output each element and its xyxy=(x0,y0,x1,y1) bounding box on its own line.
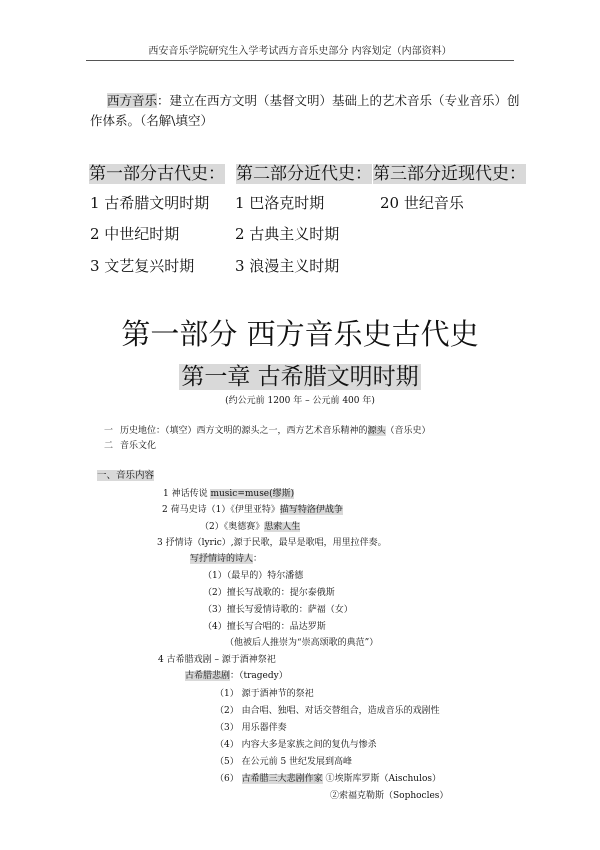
intro-line-2: 作体系。（名解\填空） xyxy=(90,113,213,128)
header-rule xyxy=(86,60,514,61)
item-drama: 4 古希腊戏剧 – 源于酒神祭祀 xyxy=(158,655,276,665)
era-classical: 2 古典主义时期 xyxy=(235,225,340,243)
era-romantic: 3 浪漫主义时期 xyxy=(235,257,340,275)
chapter-title: 第一章 古希腊文明时期 xyxy=(181,364,419,390)
item-tragedy: 古希腊悲剧：（tragedy） xyxy=(185,671,288,681)
item-myth: 1 神话传说 music=muse(缪斯) xyxy=(163,489,295,499)
outline-num-2: 二 xyxy=(104,441,114,451)
intro-definition: ：建立在西方文明（基督文明）基础上的艺术音乐（专业音乐）创 xyxy=(157,93,520,108)
era-20th-century: 20 世纪音乐 xyxy=(380,194,464,212)
era-renaissance: 3 文艺复兴时期 xyxy=(90,257,195,275)
tragedy-point-3: （3） 用乐器伴奏 xyxy=(215,723,287,733)
pindar-note: （他被后人推崇为“崇高颂歌的典范”） xyxy=(225,638,379,648)
part-title: 第一部分 西方音乐史古代史 xyxy=(121,317,479,351)
part-1-heading: 第一部分古代史： xyxy=(89,164,225,184)
intro-line-1 xyxy=(107,91,520,109)
chapter-dates: (约公元前 1200 年 – 公元前 400 年) xyxy=(225,396,375,406)
part-2-heading: 第二部分近代史： xyxy=(236,164,372,184)
tragedy-point-6: （6） 古希腊三大悲剧作家 ①埃斯库罗斯（Aischulos） xyxy=(215,774,442,784)
item-lyric-poets: 写抒情诗的诗人： xyxy=(190,554,263,564)
era-baroque: 1 巴洛克时期 xyxy=(235,194,325,212)
tragedy-point-5: （5） 在公元前 5 世纪发展到高峰 xyxy=(215,757,353,767)
era-ancient-greece: 1 古希腊文明时期 xyxy=(90,194,210,212)
item-homer-epic: 2 荷马史诗（1）《伊里亚特》描写特洛伊战争 xyxy=(162,505,343,515)
poet-terpander: （1）（最早的）特尔潘德 xyxy=(203,571,304,581)
tragedy-point-1: （1） 源于酒神节的祭祀 xyxy=(215,689,314,699)
poet-tyrtaeus: （2）擅长写战歌的：提尔泰俄斯 xyxy=(203,588,335,598)
part-3-heading: 第三部分近现代史： xyxy=(373,164,526,184)
era-middle-ages: 2 中世纪时期 xyxy=(90,225,180,243)
term-western-music: 西方音乐 xyxy=(107,93,158,108)
outline-music-culture: 音乐文化 xyxy=(120,441,157,451)
page-header: 西安音乐学院研究生入学考试西方音乐史部分 内容划定（内部资料） xyxy=(148,46,452,57)
outline-historical-status: 历史地位：（填空）西方文明的源头之一，西方艺术音乐精神的源头（音乐史） xyxy=(120,426,431,436)
item-odyssey: （2）《奥德赛》思索人生 xyxy=(200,522,301,532)
section-heading: 一、音乐内容 xyxy=(97,470,155,481)
tragedy-point-6-continued: ②索福克勒斯（Sophocles） xyxy=(330,791,449,801)
poet-sappho: （3）擅长写爱情诗歌的：萨福（女） xyxy=(203,605,353,615)
outline-num-1: 一 xyxy=(104,426,114,436)
tragedy-point-4: （4） 内容大多是家族之间的复仇与惨杀 xyxy=(215,740,377,750)
item-lyric: 3 抒情诗（lyric）,源于民歌，最早是歌唱，用里拉伴奏。 xyxy=(157,538,387,548)
poet-pindar: （4）擅长写合唱的：品达罗斯 xyxy=(203,622,326,632)
tragedy-point-2: （2） 由合唱、独唱、对话交替组合，造成音乐的戏剧性 xyxy=(215,706,440,716)
